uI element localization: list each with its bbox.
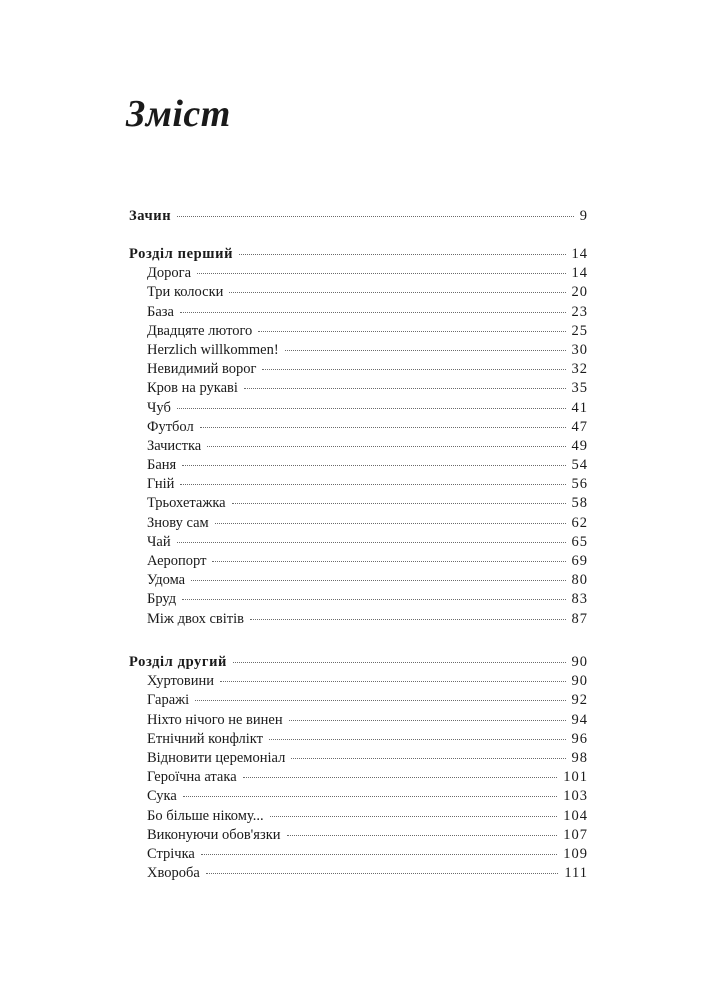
dot-leader [180,483,565,485]
dot-leader [201,853,557,855]
dot-leader [212,560,565,562]
toc-chapter-page: 69 [571,553,588,569]
dot-leader [258,330,565,332]
toc-chapter-entry[interactable] [129,514,588,533]
toc-chapter-title: Героїчна атака [147,769,237,786]
toc-entry-page: 9 [579,208,588,224]
toc-chapter-title: Невидимий ворог [147,361,257,378]
toc-chapter-page: 87 [571,610,588,627]
toc-part-1 [129,245,588,629]
toc-chapter-title: Кров на рукаві [147,380,238,397]
toc-chapter-entry[interactable] [129,691,588,710]
toc-chapter-entry[interactable] [129,826,588,845]
toc-chapter-entry[interactable] [129,672,588,691]
dot-leader [244,387,566,389]
toc-chapter-entry[interactable] [129,610,588,629]
toc-chapter-title: Чуб [147,399,171,416]
toc-chapter-entry[interactable] [129,590,588,609]
toc-chapter-entry[interactable] [129,864,588,883]
toc-chapter-entry[interactable] [129,399,588,418]
dot-leader [269,738,566,740]
dot-leader [250,618,566,620]
toc-chapter-page: 20 [571,284,588,301]
toc-chapter-page: 109 [563,845,588,862]
toc-chapter-entry[interactable] [129,360,588,379]
toc-chapter-page: 56 [571,476,588,493]
toc-chapter-page: 47 [571,418,588,435]
toc-chapter-title: Чай [147,533,171,550]
toc-chapter-title: Бо більше нікому... [147,807,264,824]
dot-leader [220,680,565,682]
toc-part-title: Розділ другий [129,654,227,670]
dot-leader [200,426,566,428]
toc-entry-intro[interactable] [129,207,588,226]
toc-chapter-title: База [147,303,174,320]
dot-leader [195,699,565,701]
toc-chapter-entry[interactable] [129,456,588,475]
toc-chapter-page: 49 [571,437,588,454]
dot-leader [206,872,559,874]
toc-chapter-title: Стрічка [147,845,195,862]
toc-chapter-title: Три колоски [147,284,224,301]
toc-chapter-title: Хуртовини [147,673,215,690]
toc-chapter-entry[interactable] [129,437,588,456]
toc-chapter-page: 41 [571,399,588,416]
toc-part-page: 14 [571,246,588,262]
toc-chapter-page: 90 [571,673,588,690]
dot-leader [291,757,565,759]
dot-leader [287,834,558,836]
toc-chapter-entry[interactable] [129,379,588,398]
dot-leader [233,661,566,663]
dot-leader [243,776,558,778]
toc-chapter-entry[interactable] [129,494,588,513]
toc-chapter-title: Сука [147,788,177,805]
dot-leader [262,368,565,370]
toc-part-heading[interactable] [129,245,588,264]
toc-chapter-title: Дорога [147,265,192,282]
dot-leader [289,719,566,721]
dot-leader [285,349,566,351]
toc-part-title: Розділ перший [129,246,234,262]
toc-chapter-entry[interactable] [129,768,588,787]
toc-chapter-title: Хвороба [147,865,200,882]
toc-chapter-title: Відновити церемоніал [147,749,286,766]
toc-chapter-page: 111 [564,865,588,882]
toc-part-page: 90 [571,654,588,670]
dot-leader [180,311,566,313]
toc-chapter-page: 62 [571,514,588,531]
toc-chapter-page: 58 [571,495,588,512]
toc-chapter-entry[interactable] [129,711,588,730]
toc-chapter-title: Гаражі [147,692,190,709]
toc-chapter-entry[interactable] [129,807,588,826]
dot-leader [270,815,558,817]
page-title: Зміст [126,93,231,135]
dot-leader [239,253,565,255]
toc-chapter-title: Виконуючи обов'язки [147,826,281,843]
toc-chapter-entry[interactable] [129,418,588,437]
toc-chapter-entry[interactable] [129,341,588,360]
toc-entry-title: Зачин [129,208,172,224]
toc-chapter-page: 32 [571,361,588,378]
dot-leader [229,291,565,293]
dot-leader [207,445,565,447]
toc-chapter-page: 103 [563,788,588,805]
toc-chapter-title: Двадцяте лютого [147,322,253,339]
toc-chapter-page: 92 [571,692,588,709]
toc-chapter-entry[interactable] [129,264,588,283]
dot-leader [215,522,566,524]
toc-intro [129,207,588,226]
toc-chapter-page: 54 [571,457,588,474]
dot-leader [182,464,565,466]
toc-part-heading[interactable] [129,653,588,672]
toc-chapter-page: 98 [571,749,588,766]
toc-chapter-title: Між двох світів [147,610,244,627]
toc-chapter-page: 35 [571,380,588,397]
toc-chapter-title: Трьохетажка [147,495,226,512]
toc-chapter-entry[interactable] [129,322,588,341]
toc-chapter-page: 80 [571,572,588,589]
toc-chapter-title: Знову сам [147,514,209,531]
dot-leader [197,272,565,274]
toc-chapter-entry[interactable] [129,552,588,571]
toc-chapter-title: Herzlich willkommen! [147,341,279,358]
toc-chapter-title: Гній [147,476,175,493]
dot-leader [177,215,574,217]
toc-chapter-title: Аеропорт [147,553,207,569]
dot-leader [177,407,566,409]
toc-chapter-title: Бруд [147,591,177,608]
toc-chapter-title: Удома [147,572,186,589]
toc-chapter-entry[interactable] [129,475,588,494]
toc-chapter-entry[interactable] [129,845,588,864]
toc-chapter-page: 101 [563,769,588,786]
toc-chapter-entry[interactable] [129,787,588,806]
toc-chapter-entry[interactable] [129,533,588,552]
dot-leader [177,541,566,543]
toc-chapter-page: 25 [571,322,588,339]
toc-chapter-title: Футбол [147,418,194,435]
toc-part-2 [129,653,588,883]
toc-chapter-list [129,264,588,629]
toc-chapter-page: 30 [571,341,588,358]
toc-chapter-list [129,672,588,883]
dot-leader [191,579,565,581]
toc-chapter-title: Баня [147,457,177,474]
toc-chapter-page: 14 [571,265,588,282]
toc-chapter-entry[interactable] [129,283,588,302]
toc-chapter-title: Зачистка [147,437,202,454]
toc-chapter-page: 104 [563,807,588,824]
toc-chapter-title: Етнічний конфлікт [147,730,263,747]
dot-leader [183,795,557,797]
toc-chapter-entry[interactable] [129,730,588,749]
toc-chapter-page: 23 [571,303,588,320]
toc-chapter-page: 107 [563,826,588,843]
toc-chapter-page: 96 [571,730,588,747]
toc-chapter-page: 65 [571,533,588,550]
toc-chapter-page: 94 [571,711,588,728]
dot-leader [232,502,566,504]
dot-leader [182,598,565,600]
toc-chapter-entry[interactable] [129,571,588,590]
toc-chapter-page: 83 [571,591,588,608]
toc-chapter-entry[interactable] [129,749,588,768]
toc-chapter-entry[interactable] [129,303,588,322]
toc-chapter-title: Ніхто нічого не винен [147,711,283,728]
